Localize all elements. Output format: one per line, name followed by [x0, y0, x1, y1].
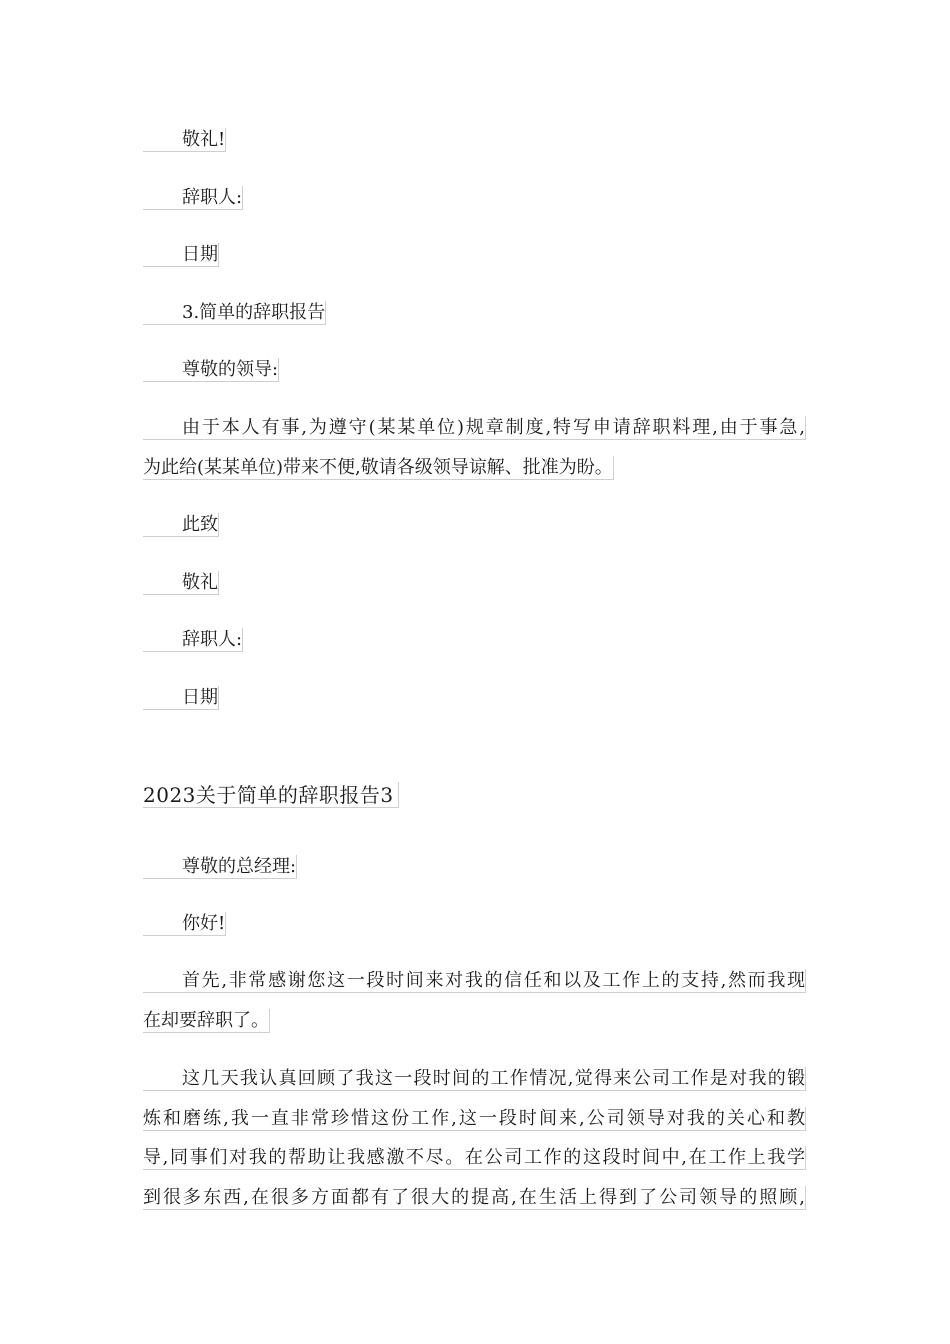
greeting: 尊敬的总经理:	[143, 855, 297, 879]
resigner-label: 辞职人:	[143, 186, 243, 210]
greeting: 尊敬的领导:	[143, 358, 279, 382]
body-paragraph-line: 导,同事们对我的帮助让我感激不尽。在公司工作的这段时间中,在工作上我学	[143, 1147, 805, 1168]
body-paragraph-line: 到很多东西,在很多方面都有了很大的提高,在生活上得到了公司领导的照顾,	[143, 1187, 805, 1208]
resigner-label: 辞职人:	[143, 628, 243, 652]
body-paragraph-line: 为此给(某某单位)带来不便,敬请各级领导谅解、批准为盼。	[143, 457, 613, 478]
body-paragraph-line: 炼和磨练,我一直非常珍惜这份工作,这一段时间来,公司领导对我的关心和教	[143, 1108, 805, 1129]
section-heading: 2023关于简单的辞职报告3	[143, 782, 399, 808]
body-paragraph-line: 首先,非常感谢您这一段时间来对我的信任和以及工作上的支持,然而我现	[143, 969, 806, 993]
body-paragraph-line: 在却要辞职了。	[143, 1010, 269, 1031]
body-paragraph-line: 这几天我认真回顾了我这一段时间的工作情况,觉得来公司工作是对我的锻	[143, 1067, 806, 1091]
date-label: 日期	[143, 686, 219, 710]
body-paragraph-line: 由于本人有事,为遵守(某某单位)规章制度,特写申请辞职料理,由于事急,	[143, 416, 806, 440]
closing-line: 此致	[143, 513, 219, 537]
salutation: 你好!	[143, 912, 226, 936]
closing-line: 敬礼	[143, 571, 219, 595]
section-title: 3.简单的辞职报告	[143, 301, 326, 325]
date-label: 日期	[143, 243, 219, 267]
closing-salute: 敬礼!	[143, 128, 226, 152]
